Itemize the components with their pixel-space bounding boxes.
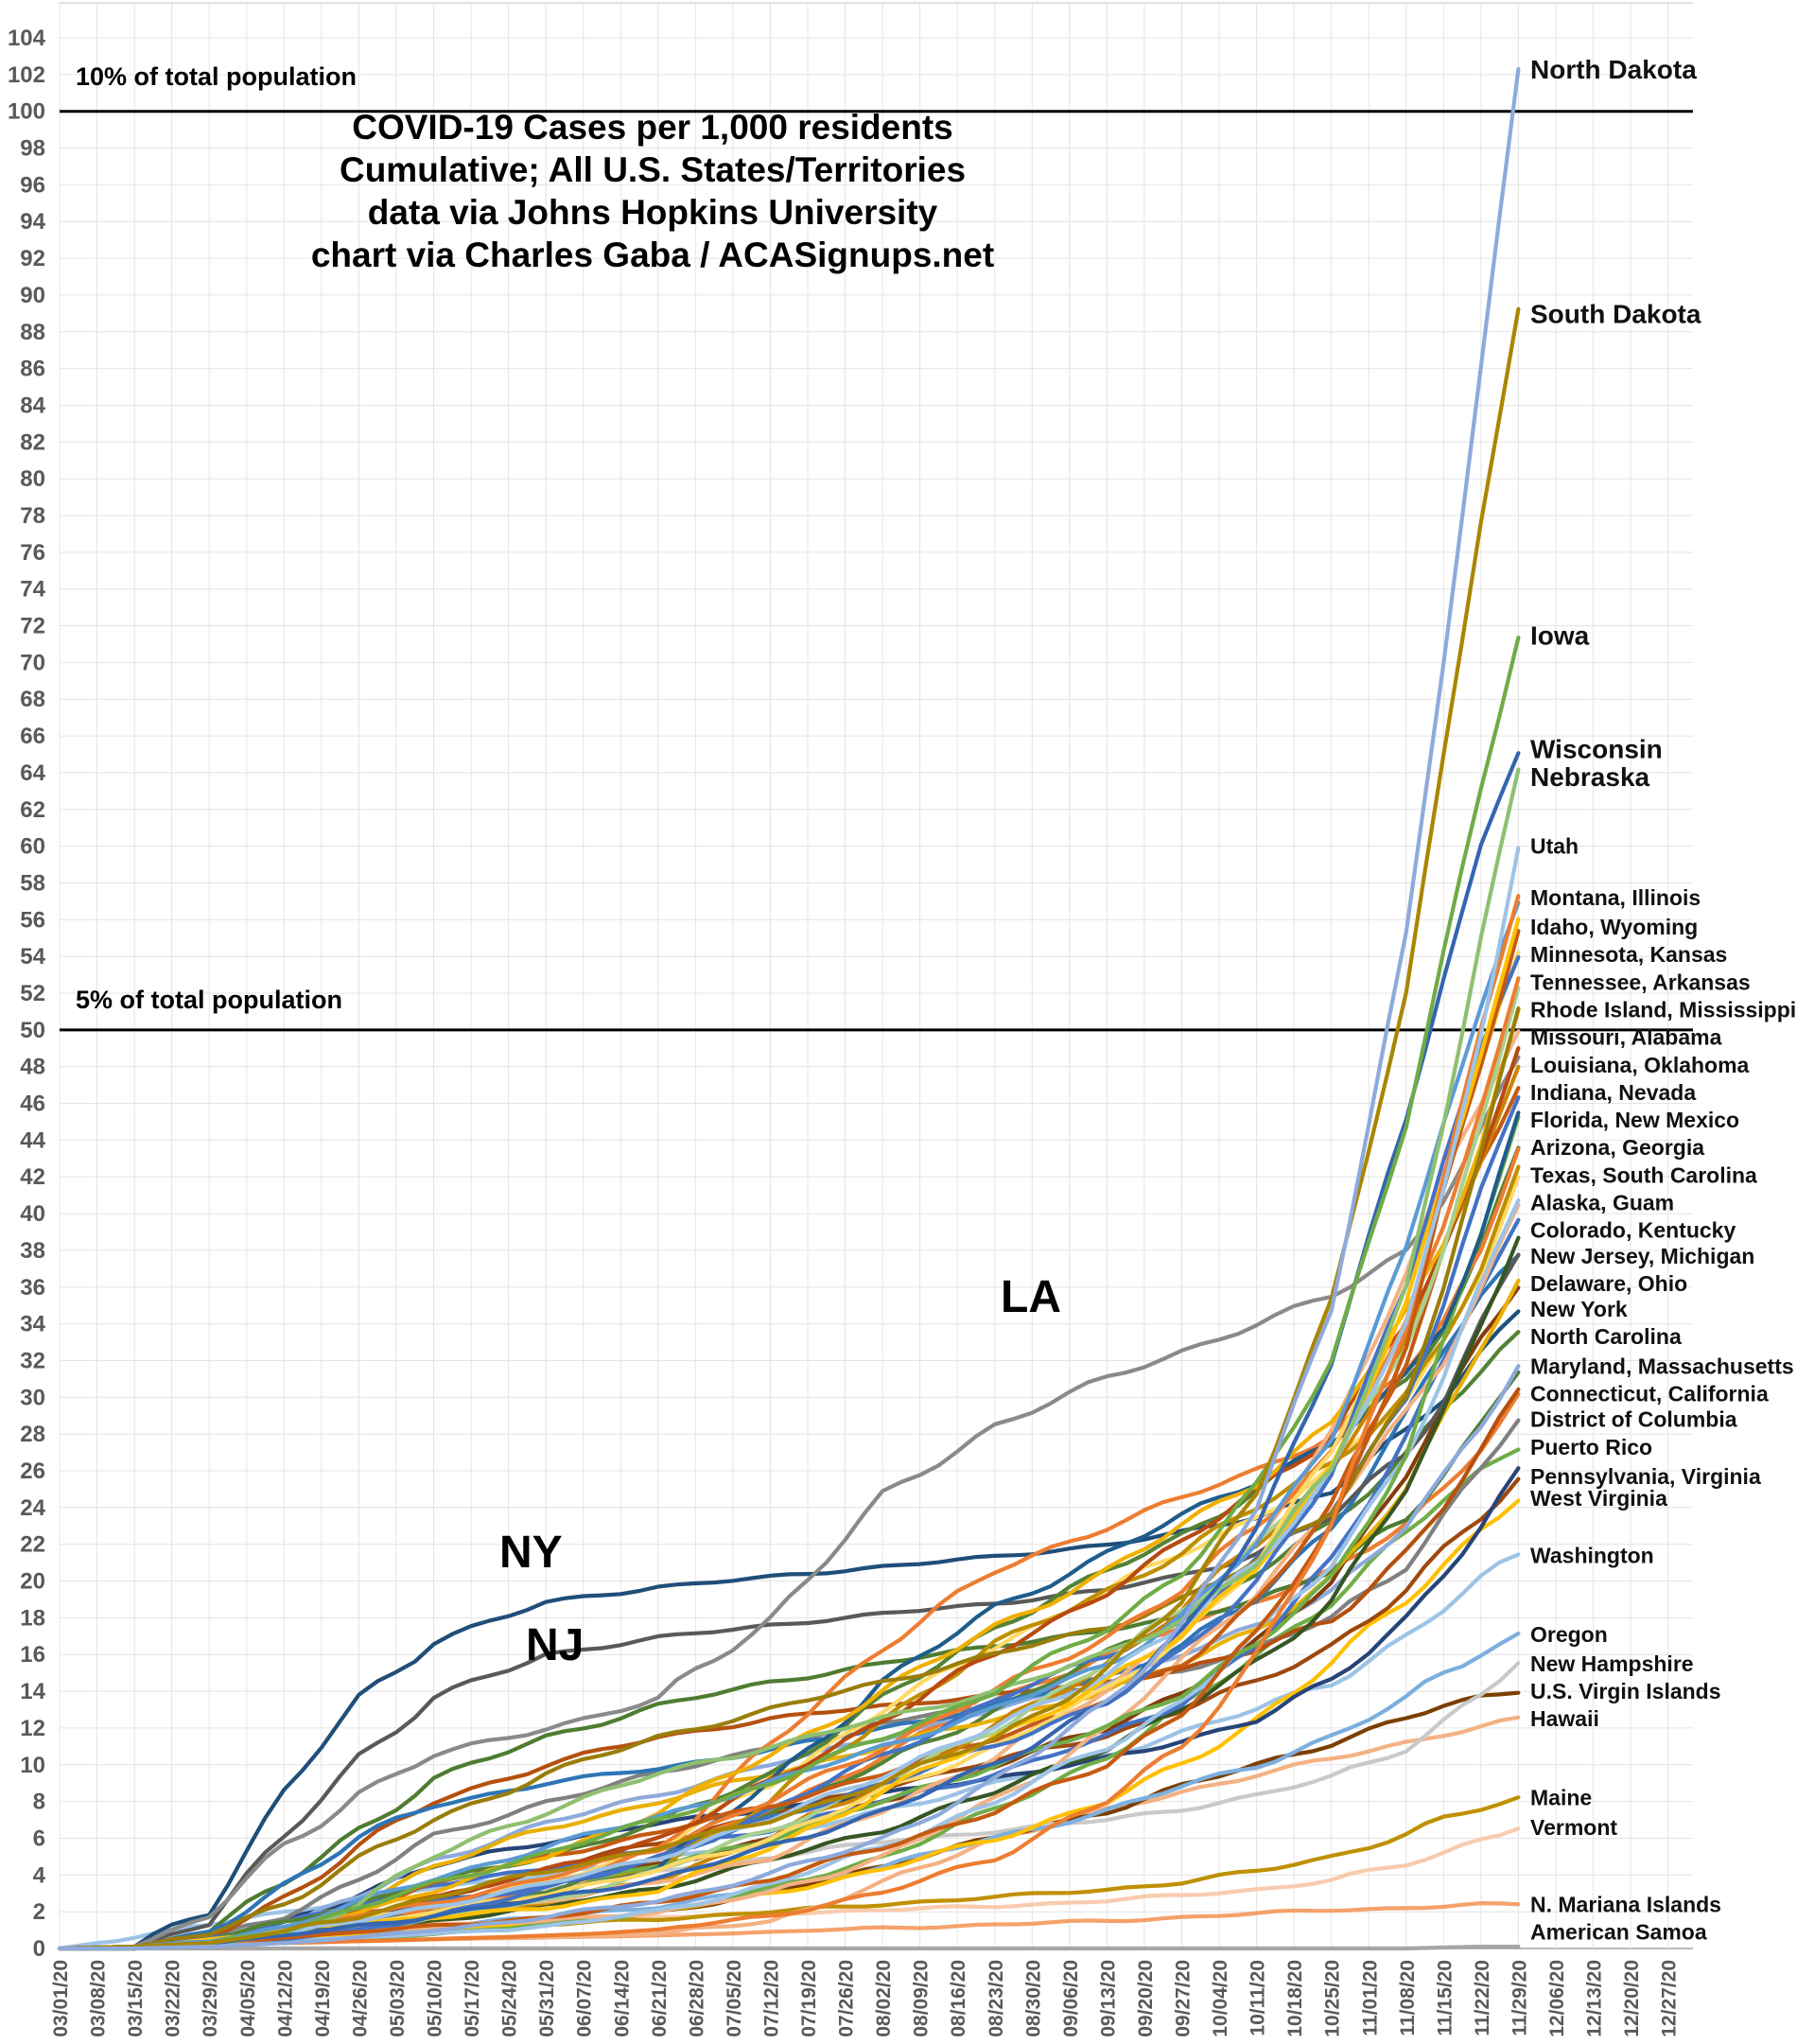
series-label-washington: Washington xyxy=(1530,1543,1654,1568)
x-axis-tick-label: 12/06/20 xyxy=(1546,1960,1568,2037)
y-axis-tick-label: 56 xyxy=(20,907,45,934)
y-axis-tick-label: 0 xyxy=(32,1936,45,1962)
series-label-rhode-island-mississippi: Rhode Island, Mississippi xyxy=(1530,997,1797,1022)
series-label-iowa: Iowa xyxy=(1530,620,1590,651)
y-axis-tick-label: 26 xyxy=(20,1459,45,1484)
y-axis-tick-label: 8 xyxy=(32,1789,45,1815)
chart-title-line-3: data via Johns Hopkins University xyxy=(367,193,938,232)
series-label-oregon: Oregon xyxy=(1530,1621,1608,1647)
y-axis-tick-label: 86 xyxy=(20,356,45,382)
x-axis-tick-label: 09/20/20 xyxy=(1134,1960,1157,2037)
y-axis-tick-label: 52 xyxy=(20,981,45,1006)
x-axis-tick-label: 08/23/20 xyxy=(985,1960,1007,2037)
y-axis-tick-label: 24 xyxy=(20,1494,45,1521)
series-label-new-hampshire: New Hampshire xyxy=(1530,1651,1694,1676)
x-axis-tick-label: 11/29/20 xyxy=(1509,1960,1531,2036)
x-axis-tick-label: 09/27/20 xyxy=(1172,1960,1195,2037)
x-axis-tick-label: 11/08/20 xyxy=(1396,1960,1419,2036)
series-label-west-virginia: West Virginia xyxy=(1530,1486,1667,1511)
x-axis-tick-label: 06/21/20 xyxy=(648,1960,671,2037)
y-axis-tick-label: 28 xyxy=(20,1422,45,1448)
x-axis-tick-label: 10/11/20 xyxy=(1247,1960,1269,2036)
series-label-missouri-alabama: Missouri, Alabama xyxy=(1530,1024,1722,1050)
series-label-district-of-columbia: District of Columbia xyxy=(1530,1406,1737,1432)
y-axis-tick-label: 98 xyxy=(20,135,45,162)
x-axis-tick-label: 09/13/20 xyxy=(1097,1960,1120,2037)
y-axis-tick-label: 64 xyxy=(20,760,45,786)
y-axis-tick-label: 78 xyxy=(20,503,45,529)
y-axis-tick-label: 90 xyxy=(20,282,45,308)
chart-title-line-2: Cumulative; All U.S. States/Territories xyxy=(339,150,967,189)
x-axis-tick-label: 12/13/20 xyxy=(1583,1960,1606,2037)
series-label-minnesota-kansas: Minnesota, Kansas xyxy=(1530,942,1728,968)
series-label-arizona-georgia: Arizona, Georgia xyxy=(1530,1135,1705,1161)
y-axis-tick-label: 6 xyxy=(32,1826,45,1852)
series-label-american-samoa: American Samoa xyxy=(1530,1919,1707,1945)
series-label-north-carolina: North Carolina xyxy=(1530,1324,1682,1350)
y-axis-tick-label: 14 xyxy=(20,1679,45,1705)
series-label-puerto-rico: Puerto Rico xyxy=(1530,1434,1653,1459)
x-axis-tick-label: 11/01/20 xyxy=(1359,1960,1382,2036)
x-axis-tick-label: 11/22/20 xyxy=(1471,1960,1493,2036)
x-axis-tick-label: 06/14/20 xyxy=(611,1960,634,2037)
series-label-u-s-virgin-islands: U.S. Virgin Islands xyxy=(1530,1679,1721,1704)
y-axis-tick-label: 70 xyxy=(20,650,45,676)
y-axis-tick-label: 68 xyxy=(20,687,45,713)
y-axis-tick-label: 58 xyxy=(20,870,45,897)
series-label-montana-illinois: Montana, Illinois xyxy=(1530,885,1701,910)
series-label-new-york: New York xyxy=(1530,1297,1628,1322)
x-axis-tick-label: 06/07/20 xyxy=(573,1960,596,2037)
series-label-indiana-nevada: Indiana, Nevada xyxy=(1530,1079,1697,1105)
annotation-la: LA xyxy=(1001,1272,1061,1322)
y-axis-tick-label: 12 xyxy=(20,1715,45,1741)
x-axis-tick-label: 03/22/20 xyxy=(162,1960,184,2037)
series-label-idaho-wyoming: Idaho, Wyoming xyxy=(1530,915,1699,940)
y-axis-tick-label: 80 xyxy=(20,466,45,493)
y-axis-tick-label: 30 xyxy=(20,1385,45,1411)
chart-title-line-4: chart via Charles Gaba / ACASignups.net xyxy=(310,236,995,274)
annotation-nj: NJ xyxy=(526,1620,584,1670)
x-axis-tick-label: 07/05/20 xyxy=(723,1960,745,2037)
y-axis-tick-label: 32 xyxy=(20,1348,45,1374)
y-axis-tick-label: 66 xyxy=(20,724,45,750)
x-axis-tick-label: 04/12/20 xyxy=(274,1960,297,2037)
x-axis-tick-label: 05/17/20 xyxy=(462,1960,483,2037)
y-axis-tick-label: 60 xyxy=(20,833,45,860)
y-axis-tick-label: 102 xyxy=(7,61,45,88)
y-axis-tick-label: 40 xyxy=(20,1201,45,1228)
y-axis-tick-label: 84 xyxy=(20,393,45,419)
series-label-utah: Utah xyxy=(1530,833,1579,859)
y-axis-tick-label: 42 xyxy=(20,1164,45,1191)
series-label-colorado-kentucky: Colorado, Kentucky xyxy=(1530,1217,1736,1243)
x-axis-tick-label: 09/06/20 xyxy=(1059,1960,1082,2037)
series-label-nebraska: Nebraska xyxy=(1530,761,1650,792)
annotation-ny: NY xyxy=(499,1528,563,1578)
series-label-florida-new-mexico: Florida, New Mexico xyxy=(1530,1108,1740,1132)
x-axis-tick-label: 08/30/20 xyxy=(1022,1960,1045,2037)
y-axis-tick-label: 44 xyxy=(20,1127,45,1154)
y-axis-tick-label: 36 xyxy=(20,1274,45,1301)
y-axis-tick-label: 16 xyxy=(20,1642,45,1668)
y-axis-tick-label: 62 xyxy=(20,796,45,823)
series-label-pennsylvania-virginia: Pennsylvania, Virginia xyxy=(1530,1463,1761,1489)
y-axis-tick-label: 50 xyxy=(20,1017,45,1043)
x-axis-tick-label: 07/26/20 xyxy=(835,1960,858,2037)
x-axis-tick-label: 05/10/20 xyxy=(424,1960,446,2037)
x-axis-tick-label: 05/03/20 xyxy=(386,1960,409,2037)
y-axis-tick-label: 20 xyxy=(20,1568,45,1595)
y-axis-tick-label: 22 xyxy=(20,1531,45,1558)
x-axis-tick-label: 11/15/20 xyxy=(1434,1960,1457,2036)
series-label-texas-south-carolina: Texas, South Carolina xyxy=(1530,1162,1757,1188)
y-axis-tick-label: 76 xyxy=(20,539,45,566)
x-axis-tick-label: 03/08/20 xyxy=(87,1960,110,2037)
series-label-wisconsin: Wisconsin xyxy=(1530,734,1663,764)
x-axis-tick-label: 07/19/20 xyxy=(798,1960,820,2037)
y-axis-tick-label: 100 xyxy=(7,98,45,125)
series-label-hawaii: Hawaii xyxy=(1530,1706,1599,1732)
x-axis-tick-label: 03/15/20 xyxy=(125,1960,148,2037)
y-axis-tick-label: 4 xyxy=(32,1862,45,1889)
x-axis-tick-label: 05/24/20 xyxy=(498,1960,521,2037)
x-axis-tick-label: 07/12/20 xyxy=(760,1960,783,2037)
x-axis-tick-label: 10/04/20 xyxy=(1210,1960,1231,2037)
y-axis-tick-label: 34 xyxy=(20,1311,45,1337)
x-axis-tick-label: 10/25/20 xyxy=(1321,1960,1344,2037)
series-label-north-dakota: North Dakota xyxy=(1530,55,1697,84)
x-axis-tick-label: 06/28/20 xyxy=(686,1960,708,2037)
x-axis-tick-label: 08/09/20 xyxy=(910,1960,933,2037)
x-axis-tick-label: 12/27/20 xyxy=(1658,1960,1681,2037)
y-axis-tick-label: 104 xyxy=(7,26,45,51)
y-axis-tick-label: 72 xyxy=(20,613,45,639)
x-axis-tick-label: 08/02/20 xyxy=(873,1960,896,2037)
series-label-alaska-guam: Alaska, Guam xyxy=(1530,1190,1675,1215)
series-line-american-samoa xyxy=(60,1947,1518,1948)
series-label-louisiana-oklahoma: Louisiana, Oklahoma xyxy=(1530,1052,1750,1077)
x-axis-tick-label: 03/01/20 xyxy=(50,1960,72,2037)
series-label-connecticut-california: Connecticut, California xyxy=(1530,1381,1769,1406)
y-axis-tick-label: 2 xyxy=(32,1899,45,1926)
y-axis-tick-label: 48 xyxy=(20,1054,45,1080)
series-label-delaware-ohio: Delaware, Ohio xyxy=(1530,1270,1688,1296)
x-axis-tick-label: 04/26/20 xyxy=(349,1960,372,2037)
x-axis-tick-label: 03/29/20 xyxy=(200,1960,222,2037)
y-axis-tick-label: 46 xyxy=(20,1091,45,1117)
y-axis-tick-label: 18 xyxy=(20,1605,45,1632)
x-axis-tick-label: 08/16/20 xyxy=(948,1960,970,2037)
y-axis-tick-label: 88 xyxy=(20,319,45,345)
series-label-new-jersey-michigan: New Jersey, Michigan xyxy=(1530,1243,1755,1268)
y-axis-tick-label: 10 xyxy=(20,1752,45,1778)
chart-title-line-1: COVID-19 Cases per 1,000 residents xyxy=(352,108,953,147)
x-axis-tick-label: 04/19/20 xyxy=(311,1960,334,2037)
annotation-5-percent: 5% of total population xyxy=(76,986,342,1014)
series-label-tennessee-arkansas: Tennessee, Arkansas xyxy=(1530,970,1751,995)
x-axis-tick-label: 05/31/20 xyxy=(536,1960,559,2037)
series-label-vermont: Vermont xyxy=(1530,1814,1618,1840)
y-axis-tick-label: 92 xyxy=(20,246,45,272)
annotation-10-percent: 10% of total population xyxy=(76,62,357,91)
x-axis-tick-label: 10/18/20 xyxy=(1284,1960,1307,2037)
series-label-maine: Maine xyxy=(1530,1785,1593,1810)
x-axis-tick-label: 04/05/20 xyxy=(236,1960,259,2037)
x-axis-tick-label: 12/20/20 xyxy=(1621,1960,1644,2037)
series-label-south-dakota: South Dakota xyxy=(1530,299,1701,329)
y-axis-tick-label: 54 xyxy=(20,944,45,970)
y-axis-tick-label: 38 xyxy=(20,1237,45,1264)
y-axis-tick-label: 96 xyxy=(20,172,45,199)
y-axis-tick-label: 74 xyxy=(20,576,45,603)
series-label-maryland-massachusetts: Maryland, Massachusetts xyxy=(1530,1354,1794,1379)
y-axis-tick-label: 94 xyxy=(20,209,45,236)
chart-title xyxy=(161,106,1144,276)
series-label-n-mariana-islands: N. Mariana Islands xyxy=(1530,1892,1721,1917)
y-axis-tick-label: 82 xyxy=(20,429,45,456)
